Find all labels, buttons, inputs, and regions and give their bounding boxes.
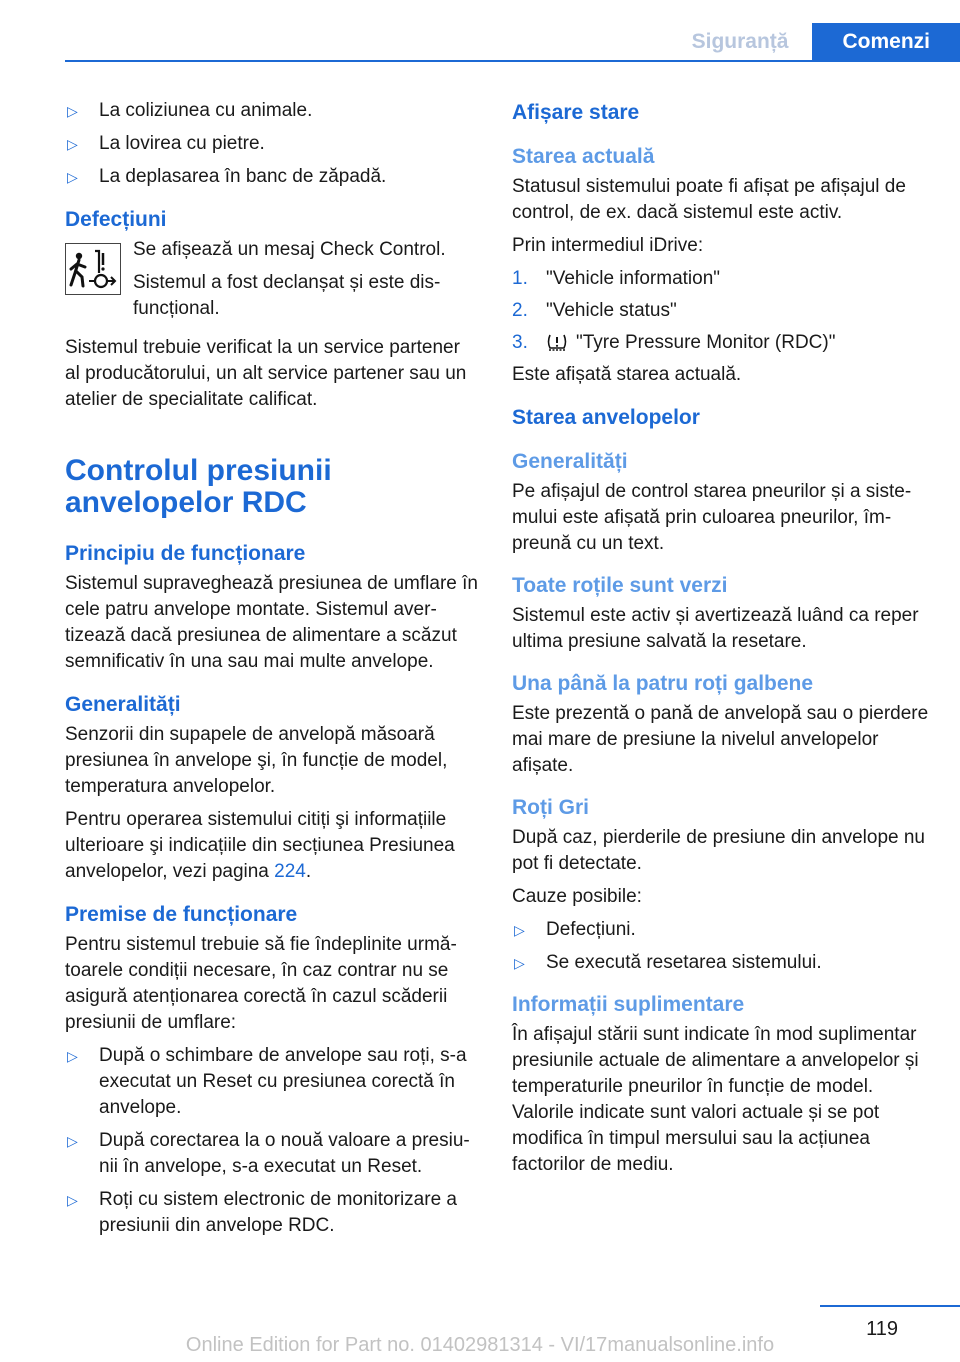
general-heading: Generalități <box>65 693 181 716</box>
footer-divider <box>820 1305 960 1307</box>
header-tabs <box>668 23 960 60</box>
list-item: ▷ După o schimbare de anvelope sau roți, s-a executat un Reset cu presiunea corectă în anvelope. <box>65 1043 480 1121</box>
list-item: ▷ La deplasarea în banc de zăpadă. <box>65 164 480 190</box>
warning-line-malfunction: Sistemul a fost declanșat și este disfuncțional. <box>133 272 441 319</box>
general-paragraph-1: Senzorii din supapele de anvelopă măsoară presiunea în anvelope şi, în funcție de model, temperatura anvelopelor. <box>65 724 448 797</box>
step-number: 1. <box>512 268 528 289</box>
step-text: "Vehicle information" <box>546 268 721 289</box>
list-item: ▷ La lovirea cu pietre. <box>65 131 480 157</box>
prerequisites-list <box>65 1043 480 1239</box>
possible-causes: Cauze posibile: <box>512 886 642 907</box>
additional-info-paragraph: În afișajul stării sunt indicate în mod suplimentar presiunile actuale de alimentare a anvelopelor și temperaturile pneurilor în funcție de model. Valorile indicate sunt valori actuale și se pot modifica în timpul mersului sau la acțiunea factorilor de mediu. <box>512 1024 919 1175</box>
list-item: ▷ După corectarea la o nouă valoare a presiunii în anvelope, s-a executat un Reset. <box>65 1128 480 1180</box>
top-bullet-list <box>65 98 480 190</box>
current-status-paragraph: Statusul sistemului poate fi afișat pe afișajul de control, de ex. dacă sistemul este activ. <box>512 176 906 223</box>
list-item <box>512 266 932 292</box>
yellow-wheels-heading: Una până la patru roți galbene <box>512 672 814 695</box>
current-status-heading: Starea actuală <box>512 145 655 168</box>
tire-general-paragraph: Pe afișajul de control starea pneurilor și a sistemului este afișată prin culoarea pneurilor, împreună cu un text. <box>512 481 912 554</box>
green-wheels-paragraph: Sistemul este activ și avertizează luând ca reper ultima presiune salvată la resetare. <box>512 605 919 652</box>
step-number: 3. <box>512 332 528 353</box>
idrive-steps <box>512 266 932 356</box>
right-column <box>512 98 932 1185</box>
step-text: "Tyre Pressure Monitor (RDC)" <box>576 332 836 353</box>
malfunctions-heading: Defecțiuni <box>65 208 167 231</box>
grey-wheels-heading: Roți Gri <box>512 796 589 819</box>
list-item <box>512 298 932 324</box>
header-divider <box>65 60 960 62</box>
tire-general-heading: Generalități <box>512 450 628 473</box>
left-column <box>65 98 480 1246</box>
principle-paragraph: Sistemul supraveghează presiunea de umflare în cele patru anvelope montate. Sistemul avertizează dacă presiunea de alimentare a scăzut semnificativ în una sau mai multe anvelope. <box>65 573 478 672</box>
list-item: ▷ Se execută resetarea sistemului. <box>512 950 932 976</box>
warning-block <box>65 237 480 329</box>
warning-line-check-control: Se afișează un mesaj Check Control. <box>133 239 446 260</box>
section-title: Controlul presiunii anvelopelor RDC <box>65 454 332 519</box>
general-text-end: . <box>305 861 312 882</box>
list-item: ▷ Roți cu sistem electronic de monitorizare a presiunii din anvelope RDC. <box>65 1187 480 1239</box>
tab-safety[interactable]: Siguranță <box>691 30 789 53</box>
general-paragraph-2 <box>65 807 480 885</box>
current-status-result: Este afișată starea actuală. <box>512 364 742 385</box>
edition-text: Online Edition for Part no. 01402981314 - VI/17 <box>185 1334 608 1356</box>
list-item: ▷ La coliziunea cu animale. <box>65 98 480 124</box>
principle-heading: Principiu de funcționare <box>65 542 306 565</box>
tire-warning-icon <box>65 243 121 295</box>
grey-wheels-paragraph: După caz, pierderile de presiune din anvelope nu pot fi detectate. <box>512 827 925 874</box>
tab-controls[interactable]: Comenzi <box>812 23 960 60</box>
prerequisites-paragraph: Pentru sistemul trebuie să fie îndeplinite următoarele condiții necesare, în caz contrar nu se asigură atenționarea corectă în cazul scăderii presiunii de umflare: <box>65 934 457 1033</box>
causes-list <box>512 917 932 976</box>
status-heading: Afișare stare <box>512 101 640 124</box>
step-text: "Vehicle status" <box>546 300 677 321</box>
general-text: Pentru operarea sistemului citiți şi informațiile ulterioare şi indicațiile din secțiunea Presiunea anvelopelor, vezi pagina <box>65 809 455 882</box>
page-link[interactable]: 224 <box>274 861 306 882</box>
step-number: 2. <box>512 300 528 321</box>
warning-text <box>133 237 480 329</box>
additional-info-heading: Informații suplimentare <box>512 993 745 1016</box>
malfunctions-paragraph: Sistemul trebuie verificat la un service partener al producătorului, un alt service partener sau un atelier de specialitate calificat. <box>65 337 467 410</box>
page-number: 119 <box>866 1318 898 1340</box>
tire-status-heading: Starea anvelopelor <box>512 406 700 429</box>
yellow-wheels-paragraph: Este prezentă o pană de anvelopă sau o pierdere mai mare de presiune la nivelul anvelopelor afișate. <box>512 703 929 776</box>
list-item: ▷ Defecțiuni. <box>512 917 932 943</box>
green-wheels-heading: Toate roțile sunt verzi <box>512 574 728 597</box>
watermark: manualsonline.info <box>607 1334 775 1356</box>
list-item <box>512 330 932 356</box>
idrive-intro: Prin intermediul iDrive: <box>512 235 704 256</box>
footer-edition <box>0 1334 960 1357</box>
prerequisites-heading: Premise de funcționare <box>65 903 298 926</box>
tire-pressure-icon <box>546 332 568 352</box>
